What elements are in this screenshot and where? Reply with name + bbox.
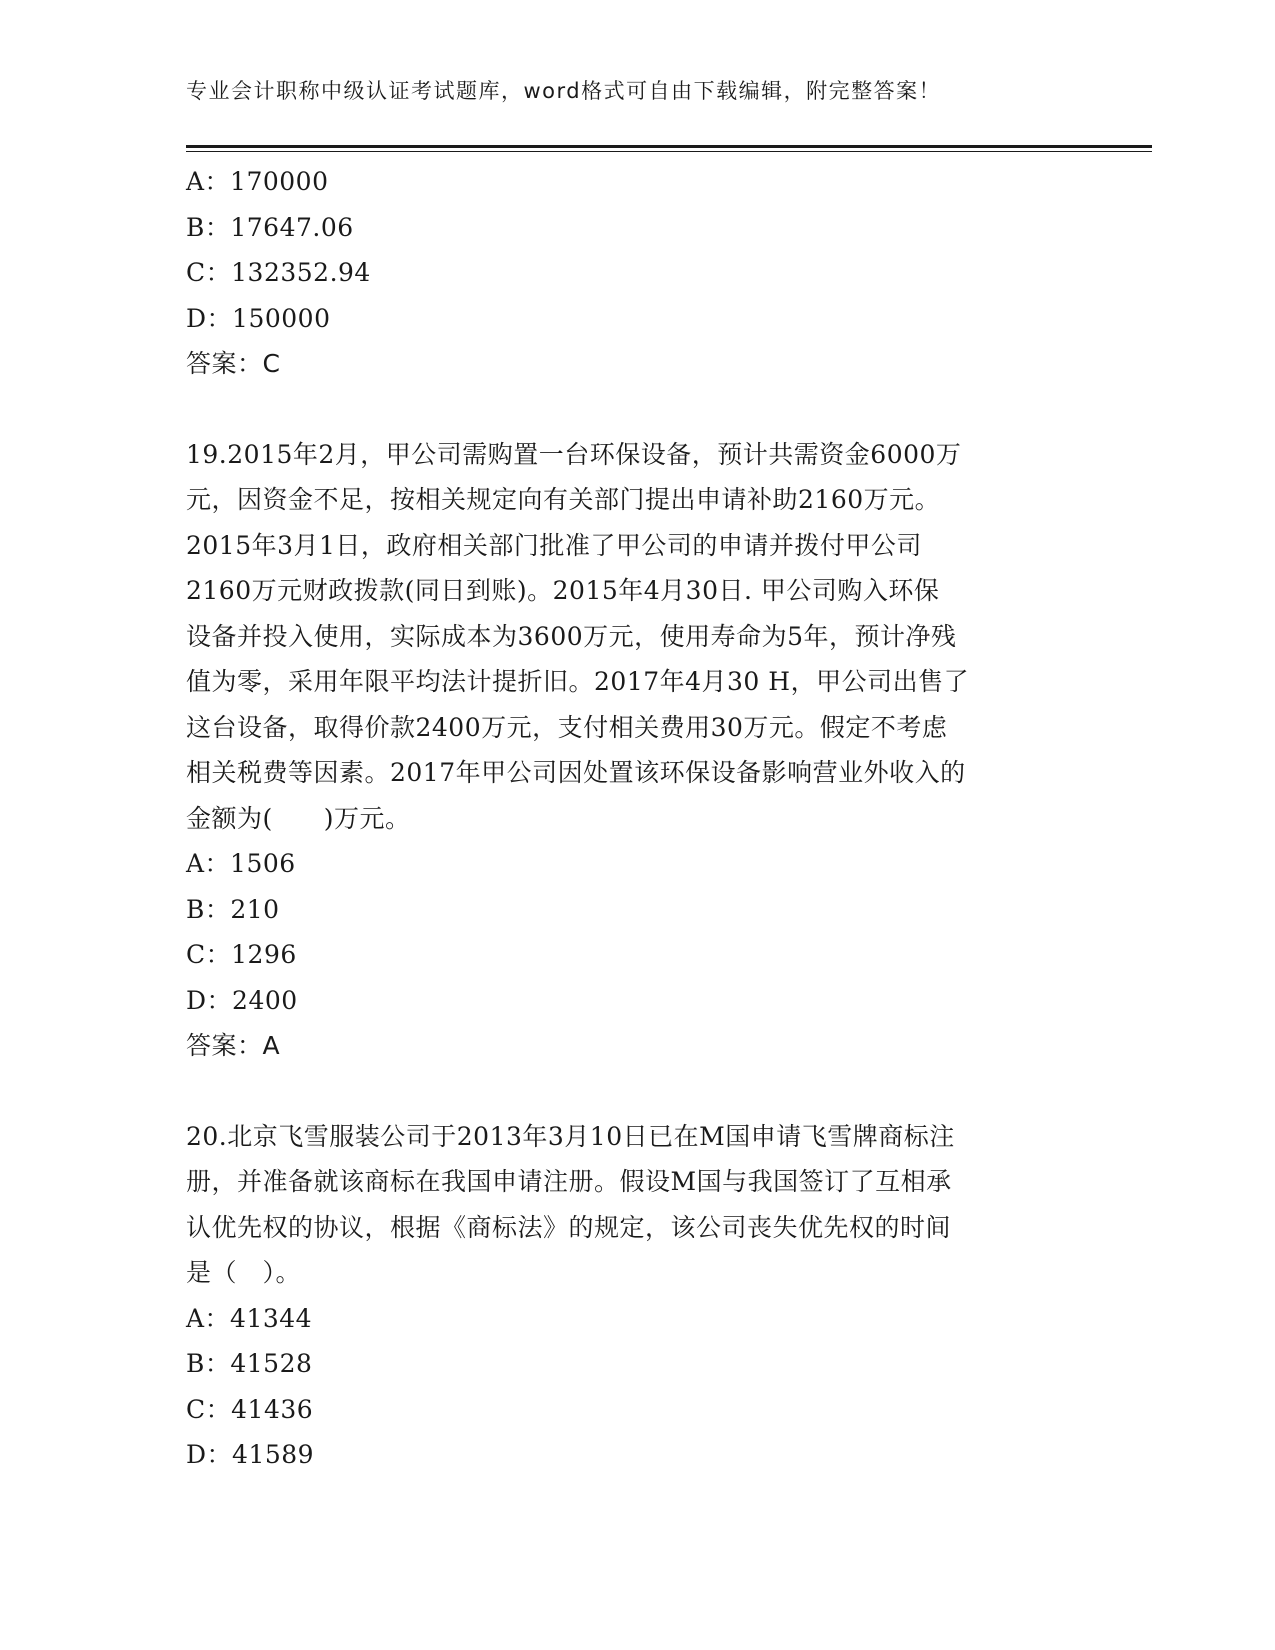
question-text-line: 2015年3月1日，政府相关部门批准了甲公司的申请并拨付甲公司: [186, 530, 922, 560]
option-d: D：41589: [186, 1440, 315, 1469]
question-text-line: 认优先权的协议，根据《商标法》的规定，该公司丧失优先权的时间: [186, 1212, 952, 1242]
question-text-line: 这台设备，取得价款2400万元，支付相关费用30万元。假定不考虑: [186, 712, 948, 742]
answer-line: 答案：C: [186, 349, 281, 378]
option-c: C：1296: [186, 940, 297, 969]
header-rule-thin: [186, 151, 1152, 152]
option-c: C：41436: [186, 1394, 314, 1424]
question-text-line: 2160万元财政拨款(同日到账)。2015年4月30日. 甲公司购入环保: [186, 576, 940, 605]
answer-line: 答案：A: [186, 1031, 281, 1060]
option-b: B：41528: [186, 1349, 313, 1378]
question-text-line: 元，因资金不足，按相关规定向有关部门提出申请补助2160万元。: [186, 485, 941, 514]
question-content: [186, 159, 1086, 1478]
question-19: [186, 432, 1086, 1069]
page-header: 专业会计职称中级认证考试题库，word格式可自由下载编辑，附完整答案！: [186, 79, 942, 103]
question-20: [186, 1114, 1086, 1478]
option-b: B：210: [186, 894, 280, 924]
question-text-line: 19.2015年2月，甲公司需购置一台环保设备，预计共需资金6000万: [186, 439, 962, 469]
question-text-line: 是（ ）。: [186, 1258, 302, 1287]
question-text-line: 册，并准备就该商标在我国申请注册。假设M国与我国签订了互相承: [186, 1167, 952, 1196]
header-rule-thick: [186, 145, 1152, 148]
option-a: A：41344: [186, 1303, 313, 1333]
option-a: A：1506: [186, 849, 296, 878]
option-d: D：150000: [186, 303, 331, 333]
option-d: D：2400: [186, 985, 298, 1015]
question-text-line: 值为零，采用年限平均法计提折旧。2017年4月30 H，甲公司出售了: [186, 667, 970, 696]
question-text-line: 设备并投入使用，实际成本为3600万元，使用寿命为5年，预计净残: [186, 621, 957, 651]
option-a: A：170000: [186, 167, 329, 196]
question-text-line: 20.北京飞雪服装公司于2013年3月10日已在M国申请飞雪牌商标注: [186, 1121, 955, 1151]
option-b: B：17647.06: [186, 212, 354, 242]
previous-question-options: [186, 159, 1086, 387]
question-text-line: 金额为( )万元。: [186, 803, 411, 833]
option-c: C：132352.94: [186, 258, 371, 287]
question-text-line: 相关税费等因素。2017年甲公司因处置该环保设备影响营业外收入的: [186, 758, 966, 787]
